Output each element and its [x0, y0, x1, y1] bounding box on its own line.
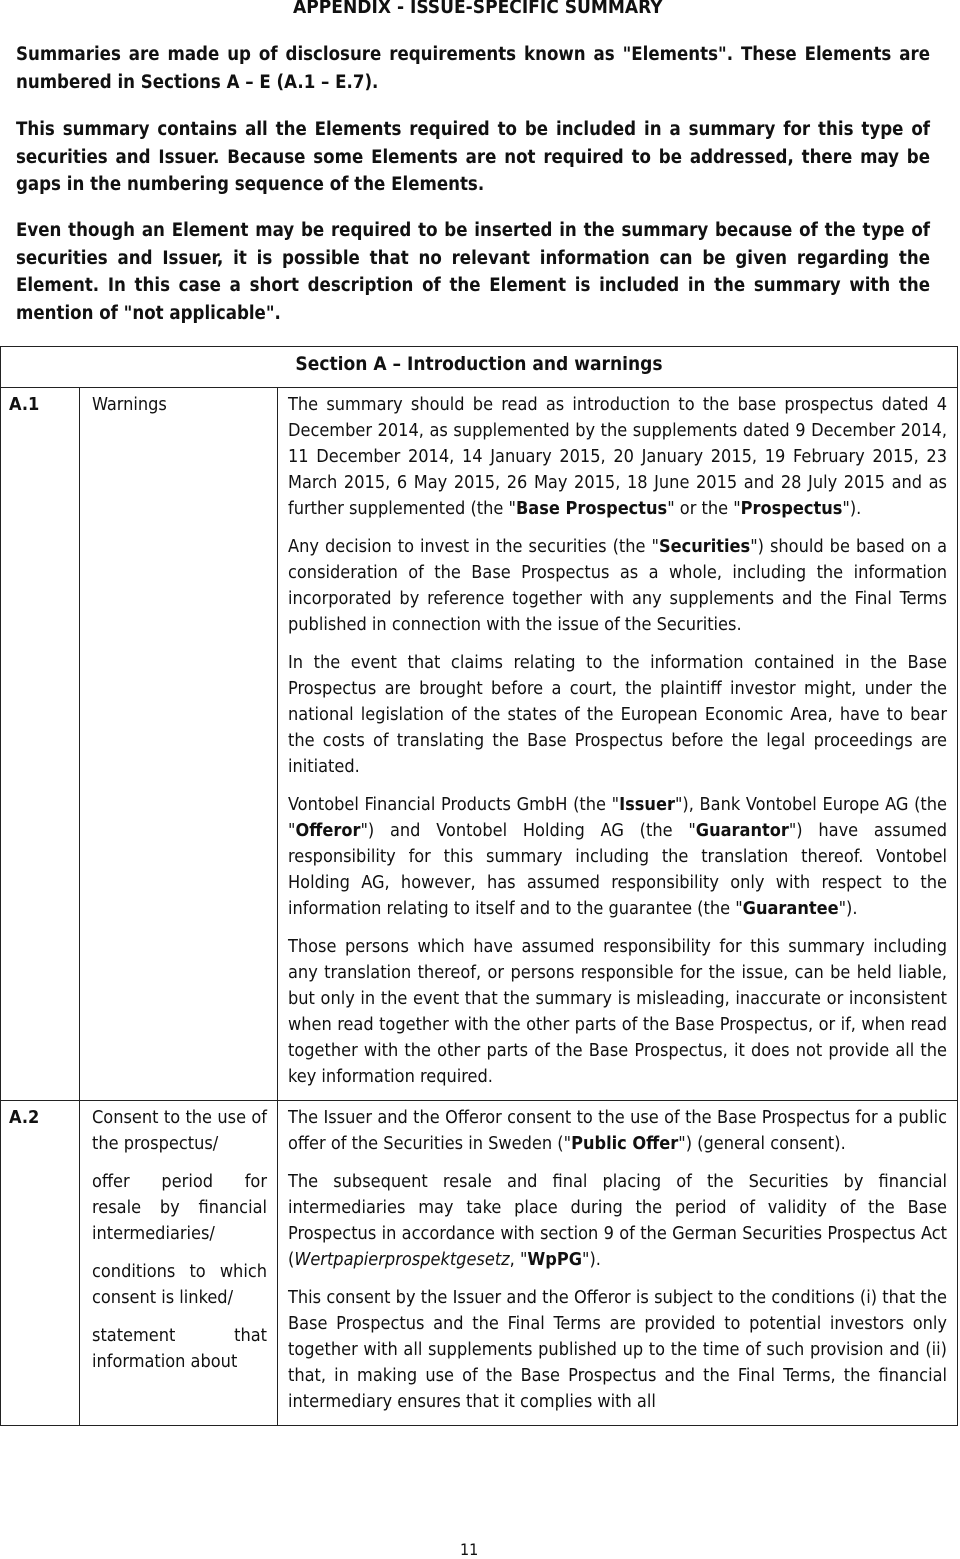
- content-paragraph: Any decision to invest in the securities (the "Securities") should be based on a consideration of the Base Prospectus as a whole, including the information incorporated by reference together with any supplements and the Final Terms published in connection with the issue of the Securities.: [288, 536, 948, 635]
- element-content: [278, 1101, 958, 1426]
- element-label-part: conditions to which consent is linked/: [92, 1261, 267, 1308]
- page-number: 11: [460, 1540, 479, 1559]
- content-paragraph: The Issuer and the Offeror consent to the use of the Base Prospectus for a public offer of the Securities in Sweden ("Public Offer") (general consent).: [288, 1107, 947, 1154]
- content-paragraph: This consent by the Issuer and the Offeror is subject to the conditions (i) that the Base Prospectus and the Final Terms are provided to potential investors only together with all supplements published up to the time of such provision and (ii) that, in making use of the Base Prospectus and the Final Terms, the financial intermediary ensures that it complies with all: [288, 1287, 947, 1412]
- content-paragraph: The summary should be read as introduction to the base prospectus dated 4 December 2014, as supplemented by the supplements dated 9 December 2014, 11 December 2014, 14 January 2015, 20 January 2015, 19 February 2015, 23 March 2015, 6 May 2015, 26 May 2015, 18 June 2015 and 28 July 2015 and as further supplemented (the "Base Prospectus" or the "Prospectus").: [288, 394, 947, 519]
- section-heading: Section A – Introduction and warnings: [1, 347, 958, 388]
- table-row: [1, 1101, 958, 1426]
- element-label-part: offer period for resale by financial intermediaries/: [92, 1171, 267, 1244]
- intro-paragraph: This summary contains all the Elements required to be included in a summary for this type of securities and Issuer. Because some Elements are not required to be addressed, there may be gaps in the numbering sequence of the Elements.: [16, 119, 930, 195]
- element-label-part: Consent to the use of the prospectus/: [92, 1107, 267, 1154]
- element-code: A.2: [1, 1101, 80, 1426]
- element-label: [80, 388, 278, 1101]
- intro-paragraph: Even though an Element may be required to be inserted in the summary because of the type of securities and Issuer, it is possible that no relevant information can be given regarding the Element. In this case a short description of the Element is included in the summary with the mention of "not applicable".: [16, 220, 930, 324]
- content-paragraph: In the event that claims relating to the information contained in the Base Prospectus are brought before a court, the plaintiff investor might, under the national legislation of the states of the European Economic Area, have to bear the costs of translating the Base Prospectus before the legal proceedings are initiated.: [288, 652, 947, 777]
- element-content: [278, 388, 958, 1101]
- element-code: A.1: [1, 388, 80, 1101]
- summary-table: [0, 346, 958, 1426]
- page-title: APPENDIX - ISSUE-SPECIFIC SUMMARY: [293, 0, 663, 18]
- element-label-part: statement that information about: [92, 1325, 267, 1372]
- content-paragraph: Those persons which have assumed responsibility for this summary including any translation thereof, or persons responsible for the issue, can be held liable, but only in the event that the summary is misleading, inaccurate or inconsistent when read together with the other parts of the Base Prospectus, or if, when read together with the other parts of the Base Prospectus, it does not provide all the key information required.: [288, 936, 947, 1087]
- content-paragraph: The subsequent resale and final placing of the Securities by financial intermediaries may take place during the period of validity of the Base Prospectus in accordance with section 9 of the German Securities Prospectus Act (Wertpapierprospektgesetz, "WpPG").: [288, 1171, 947, 1270]
- content-paragraph: Vontobel Financial Products GmbH (the "Issuer"), Bank Vontobel Europe AG (the "Offeror") and Vontobel Holding AG (the "Guarantor") have assumed responsibility for this summary including the translation thereof. Vontobel Holding AG, however, has assumed responsibility only with respect to the information relating to itself and to the guarantee (the "Guarantee").: [288, 794, 947, 919]
- element-label-part: Warnings: [92, 394, 167, 415]
- table-row: [1, 388, 958, 1101]
- intro-paragraph: Summaries are made up of disclosure requirements known as "Elements". These Elements are numbered in Sections A – E (A.1 – E.7).: [16, 44, 930, 93]
- element-label: [80, 1101, 278, 1426]
